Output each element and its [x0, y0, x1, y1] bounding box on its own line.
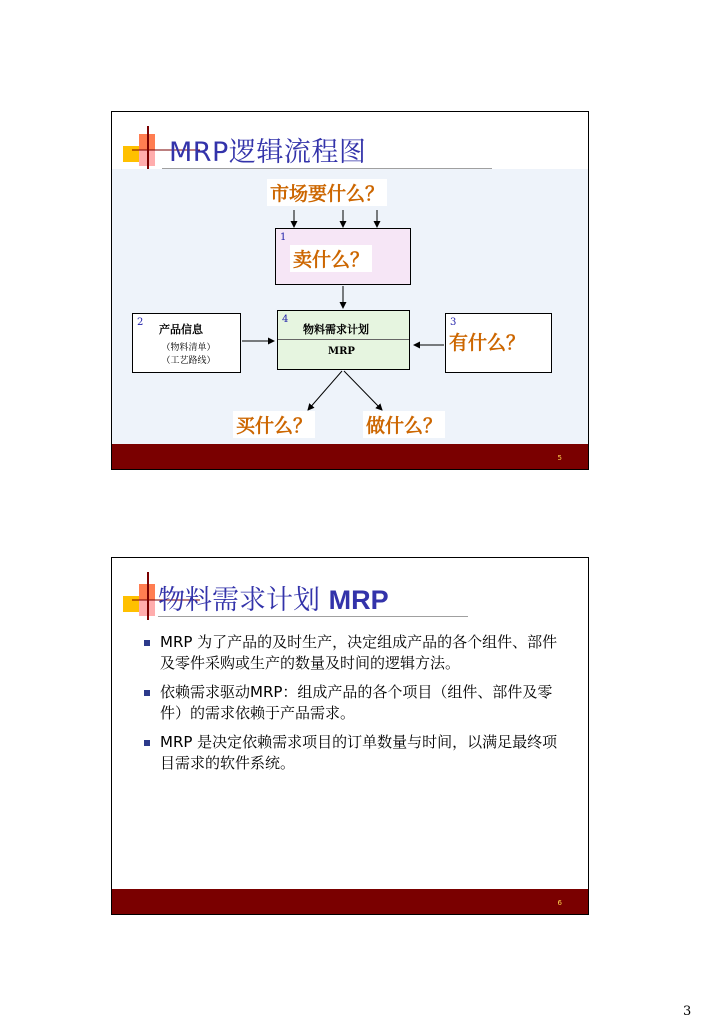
slide-footer-bar — [112, 444, 588, 469]
slide-page-number: 5 — [557, 454, 562, 462]
box-4 — [277, 310, 410, 370]
box-3-number: 3 — [450, 317, 457, 328]
document-page-number: 3 — [683, 1004, 692, 1019]
question-make: 做什么？ — [363, 411, 445, 438]
question-sell: 卖什么？ — [290, 245, 372, 272]
slide-2 — [111, 557, 589, 915]
slide-title-en: MRP — [328, 585, 389, 615]
question-market: 市场要什么？ — [267, 179, 387, 206]
question-have: 有什么？ — [446, 328, 528, 355]
box-2-title: 产品信息 — [159, 323, 203, 336]
box-2-number: 2 — [137, 317, 144, 328]
bullet-item: MRP 是决定依赖需求项目的订单数量与时间，以满足最终项目需求的软件系统。 — [142, 732, 562, 774]
slide-page-number: 6 — [557, 899, 562, 907]
box-2 — [132, 313, 241, 373]
box-2-bom: （物料清单） — [161, 343, 216, 353]
bullet-item: MRP 为了产品的及时生产，决定组成产品的各个组件、部件及零件采购或生产的数量及时间的逻辑方法。 — [142, 632, 562, 674]
box-2-routing: （工艺路线） — [161, 356, 216, 366]
question-buy: 买什么？ — [233, 411, 315, 438]
bullet-item: 依赖需求驱动MRP：组成产品的各个项目（组件、部件及零件）的需求依赖于产品需求。 — [142, 682, 562, 724]
box-1-number: 1 — [280, 232, 287, 243]
box-4-subtitle: MRP — [328, 346, 355, 357]
slide-footer-bar — [112, 889, 588, 914]
slide-title-cn: 物料需求计划 — [158, 585, 320, 616]
slide-title — [158, 578, 389, 617]
slide-title: MRP逻辑流程图 — [169, 137, 367, 168]
box-4-number: 4 — [282, 314, 289, 325]
diagram-arrows — [112, 112, 589, 470]
bullet-list — [142, 632, 562, 782]
title-underline — [158, 616, 468, 617]
slide-1 — [111, 111, 589, 470]
box-4-title: 物料需求计划 — [303, 323, 369, 336]
box-4-divider — [278, 339, 409, 340]
